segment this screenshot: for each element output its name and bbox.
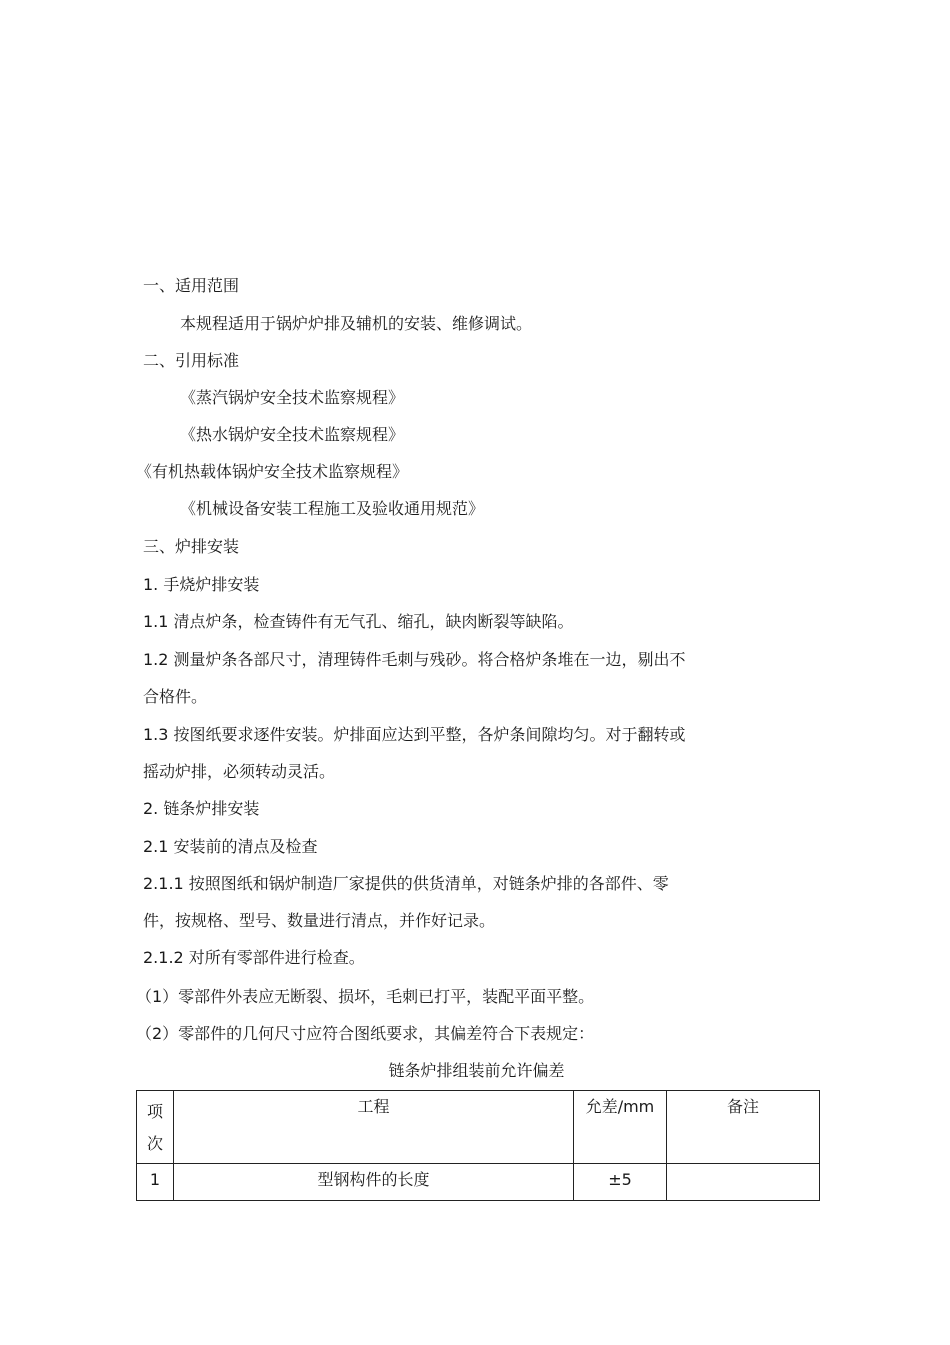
cell-tolerance <box>574 1164 667 1201</box>
header-cell-tolerance <box>574 1091 667 1164</box>
cell-remark <box>667 1164 820 1201</box>
header-item-label: 工程 <box>357 1097 390 1116</box>
reference-item: 《机械设备安装工程施工及验收通用规范》 <box>180 499 485 518</box>
header-no-bottom: 次 <box>146 1134 163 1153</box>
row-no: 1 <box>149 1170 161 1189</box>
paragraph: 2.1.2 对所有零部件进行检查。 <box>143 948 365 967</box>
header-tolerance-label: 允差/mm <box>585 1097 655 1116</box>
paragraph: 件，按规格、型号、数量进行清点，并作好记录。 <box>143 911 496 930</box>
row-item: 型钢构件的长度 <box>317 1170 430 1189</box>
cell-no <box>137 1164 174 1201</box>
tolerance-table <box>136 1090 820 1201</box>
row-tolerance: ±5 <box>608 1170 632 1189</box>
paragraph: 1.1 清点炉条，检查铸件有无气孔、缩孔，缺肉断裂等缺陷。 <box>143 612 574 631</box>
header-cell-no <box>137 1091 174 1164</box>
subsection-heading: 2.1 安装前的清点及检查 <box>143 837 318 856</box>
reference-item: 《热水锅炉安全技术监察规程》 <box>180 425 405 444</box>
cell-item <box>174 1164 574 1201</box>
paragraph: （2）零部件的几何尺寸应符合图纸要求，其偏差符合下表规定： <box>136 1024 595 1043</box>
table-header-row <box>137 1091 820 1164</box>
table-row <box>137 1164 820 1201</box>
paragraph: 合格件。 <box>143 687 208 706</box>
reference-item: 《蒸汽锅炉安全技术监察规程》 <box>180 388 405 407</box>
table-caption: 链条炉排组装前允许偏差 <box>388 1061 565 1080</box>
paragraph: 1.3 按图纸要求逐件安装。炉排面应达到平整，各炉条间隙均匀。对于翻转或 <box>143 725 686 744</box>
subsection-heading: 1. 手烧炉排安装 <box>143 575 260 594</box>
reference-item: 《有机热载体锅炉安全技术监察规程》 <box>136 462 409 481</box>
paragraph: 摇动炉排，必须转动灵活。 <box>143 762 336 781</box>
scope-paragraph: 本规程适用于锅炉炉排及辅机的安装、维修调试。 <box>180 314 533 333</box>
section-heading-grate-installation: 三、炉排安装 <box>143 537 240 556</box>
paragraph: 2.1.1 按照图纸和锅炉制造厂家提供的供货清单，对链条炉排的各部件、零 <box>143 874 669 893</box>
subsection-heading: 2. 链条炉排安装 <box>143 799 260 818</box>
header-no-top: 项 <box>146 1102 163 1121</box>
row-remark <box>667 1164 819 1170</box>
header-remark-label: 备注 <box>726 1097 759 1116</box>
section-heading-references: 二、引用标准 <box>143 351 240 370</box>
header-cell-remark <box>667 1091 820 1164</box>
header-cell-item <box>174 1091 574 1164</box>
paragraph: 1.2 测量炉条各部尺寸，清理铸件毛刺与残砂。将合格炉条堆在一边，剔出不 <box>143 650 686 669</box>
paragraph: （1）零部件外表应无断裂、损坏，毛刺已打平，装配平面平整。 <box>136 987 595 1006</box>
section-heading-scope: 一、适用范围 <box>143 276 240 295</box>
